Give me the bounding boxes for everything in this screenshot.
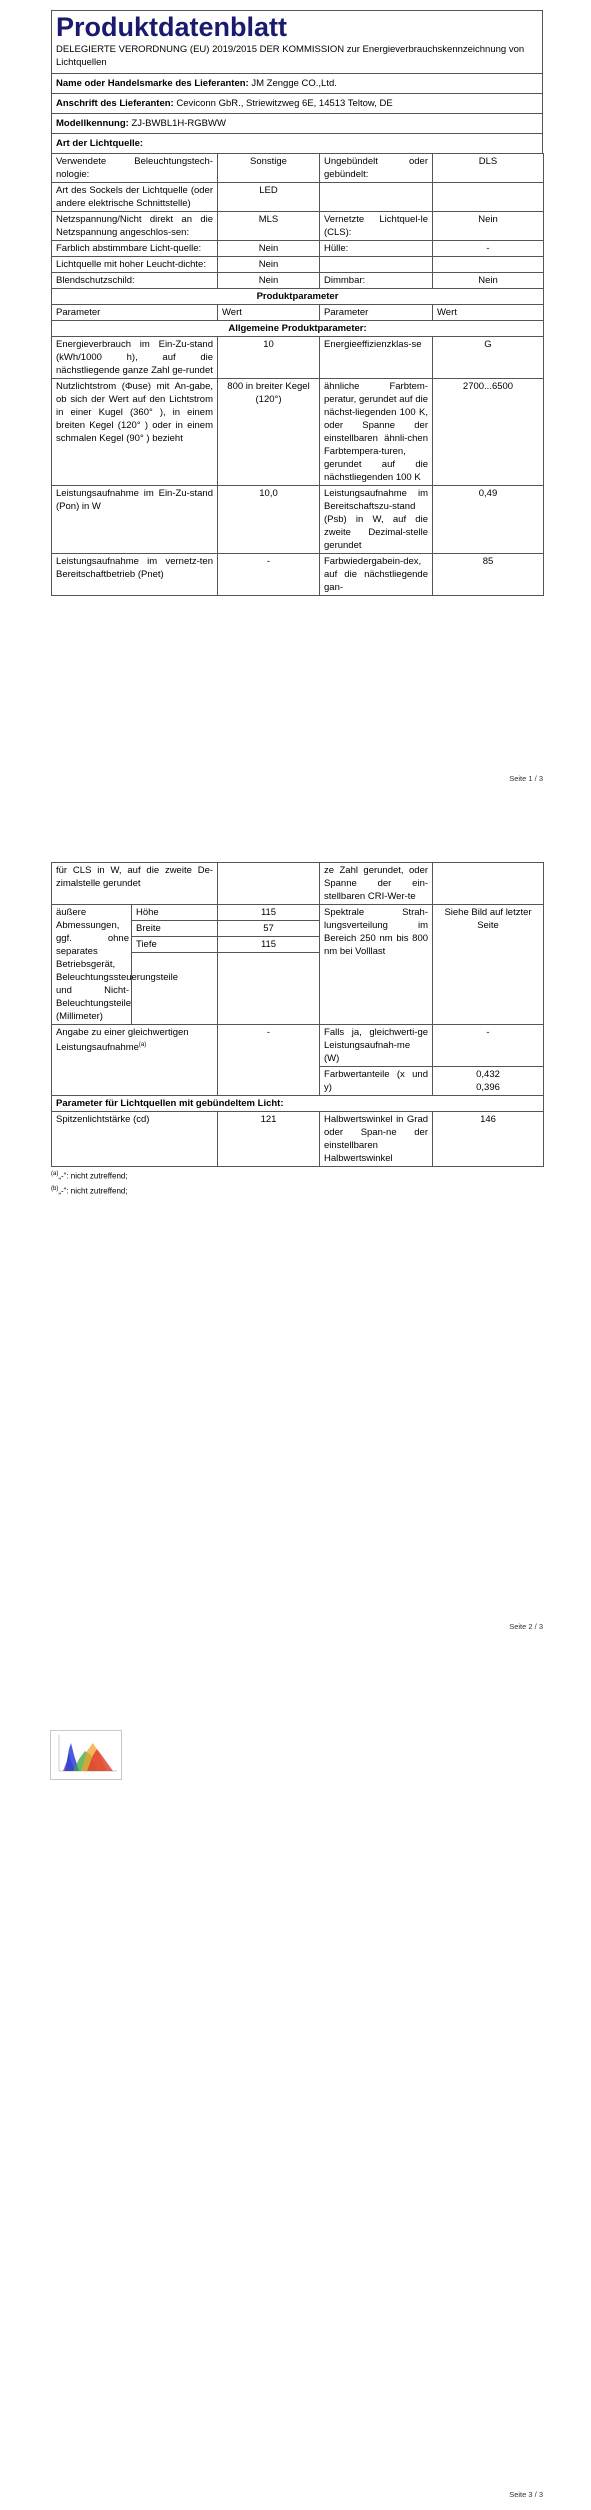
general-param-label-2: Leistungsaufnahme im Bereitschaftszu-stand (Psb) in W, auf die zweite Dezimal-stelle gerundet	[320, 486, 433, 554]
dim-value-1: 57	[218, 921, 320, 937]
col-header-parameter-2: Parameter	[320, 305, 433, 321]
type-param-value: Nein	[218, 241, 320, 257]
dimensions-label: äußere Abmessungen, ggf. ohne separates Betriebsgerät, Beleuchtungssteuerungsteile und Nicht-Beleuchtungsteile (Millimeter)	[52, 905, 132, 1025]
chromaticity-label: Farbwertanteile (x und y)	[320, 1067, 433, 1096]
supplier-label: Name oder Handelsmarke des Lieferanten:	[56, 78, 249, 89]
spectrum-chart-icon	[51, 1731, 121, 1779]
page-2	[0, 850, 591, 1630]
footnote-a-text: „-“: nicht zutreffend;	[58, 1171, 128, 1181]
general-param-value-2: 0,49	[433, 486, 544, 554]
general-param-label-2: Energieeffizienzklas-se	[320, 337, 433, 379]
address-row	[51, 93, 543, 113]
type-param-value: MLS	[218, 212, 320, 241]
equivalent-label	[52, 1025, 218, 1096]
footnote-a-mark: (a)	[51, 1171, 59, 1177]
general-param-row	[52, 554, 544, 596]
equivalent-footnote-ref: (a)	[138, 1042, 147, 1048]
type-param-value-2: Nein	[433, 212, 544, 241]
type-label: Art der Lichtquelle:	[56, 138, 144, 149]
general-param-label: Leistungsaufnahme im vernetz-ten Bereitschaftbetrieb (Pnet)	[52, 554, 218, 596]
datasheet-page-1	[51, 10, 543, 596]
general-param-label: Nutzlichtstrom (Φuse) mit An-gabe, ob sich der Wert auf den Lichtstrom in einer Kugel (360° ), in einem breiten Kegel (120° ) oder in einem schmalen Kegel (90° ) bezieht	[52, 379, 218, 486]
type-header-row	[51, 133, 543, 153]
chromaticity-value	[433, 1067, 544, 1096]
general-param-label: Energieverbrauch im Ein-Zu-stand (kWh/1000 h), auf die nächstliegende ganze Zahl ge-rundet	[52, 337, 218, 379]
footnote-a	[51, 1169, 543, 1182]
type-param-label-2: Dimmbar:	[320, 273, 433, 289]
type-table	[51, 153, 544, 596]
doc-subtitle: DELEGIERTE VERORDNUNG (EU) 2019/2015 DER KOMMISSION zur Energieverbrauchskennzeichnung von Lichtquellen	[56, 44, 525, 68]
spectral-label: Spektrale Strah-lungsverteilung im Bereich 250 nm bis 800 nm bei Volllast	[320, 905, 433, 1025]
beam-angle-value: 146	[433, 1112, 544, 1167]
peak-label: Spitzenlichtstärke (cd)	[52, 1112, 218, 1167]
page-number: Seite 1 / 3	[509, 774, 543, 783]
dim-name-0: Höhe	[132, 905, 218, 921]
type-param-value: Sonstige	[218, 154, 320, 183]
general-param-label: Leistungsaufnahme im Ein-Zu-stand (Pon) in W	[52, 486, 218, 554]
type-param-value: Nein	[218, 257, 320, 273]
page-number: Seite 2 / 3	[509, 1622, 543, 1631]
type-param-label-2	[320, 257, 433, 273]
model-row	[51, 113, 543, 133]
type-param-value-2: Nein	[433, 273, 544, 289]
general-param-value-2: 2700...6500	[433, 379, 544, 486]
general-param-label-2: Farbwiedergabein-dex, auf die nächstliegende gan-	[320, 554, 433, 596]
dim-name-2: Tiefe	[132, 937, 218, 953]
type-param-value-2	[433, 183, 544, 212]
spectral-value: Siehe Bild auf letzter Seite	[433, 905, 544, 1025]
type-param-value: LED	[218, 183, 320, 212]
type-param-label: Verwendete Beleuchtungstech-nologie:	[52, 154, 218, 183]
type-param-value-2: DLS	[433, 154, 544, 183]
type-row	[52, 212, 544, 241]
spectrum-image	[50, 1730, 122, 1780]
continued-row	[52, 863, 544, 905]
produktparameter-header: Produktparameter	[52, 289, 544, 305]
general-param-value: 800 in breiter Kegel (120°)	[218, 379, 320, 486]
general-param-value: 10	[218, 337, 320, 379]
type-row	[52, 183, 544, 212]
type-row	[52, 154, 544, 183]
type-param-value: Nein	[218, 273, 320, 289]
type-row	[52, 273, 544, 289]
footnote-b-text: „-“: nicht zutreffend;	[58, 1186, 128, 1196]
general-param-value-2: G	[433, 337, 544, 379]
general-param-value: 10,0	[218, 486, 320, 554]
page-number: Seite 3 / 3	[509, 2490, 543, 2499]
equivalent-label-text: Angabe zu einer gleichwertigen Leistungsaufnahme	[56, 1027, 189, 1054]
address-label: Anschrift des Lieferanten:	[56, 98, 174, 109]
type-param-label-2: Vernetzte Lichtquel-le (CLS):	[320, 212, 433, 241]
peak-value: 121	[218, 1112, 320, 1167]
supplier-value: JM Zengge CO.,Ltd.	[251, 78, 337, 89]
type-param-value-2: -	[433, 241, 544, 257]
type-param-label: Blendschutzschild:	[52, 273, 218, 289]
header-box	[51, 10, 543, 73]
footnote-b-mark: (b)	[51, 1185, 59, 1192]
general-param-value-2: 85	[433, 554, 544, 596]
dim-value-0: 115	[218, 905, 320, 921]
directional-header: Parameter für Lichtquellen mit gebündeltem Licht:	[52, 1096, 544, 1112]
type-param-label: Netzspannung/Nicht direkt an die Netzspannung angeschlos-sen:	[52, 212, 218, 241]
type-row	[52, 257, 544, 273]
column-header-row	[52, 305, 544, 321]
page-3	[0, 1690, 591, 2510]
type-param-label: Lichtquelle mit hoher Leucht-dichte:	[52, 257, 218, 273]
type-param-label-2	[320, 183, 433, 212]
datasheet-page-2	[51, 862, 543, 1196]
col-header-wert-2: Wert	[433, 305, 544, 321]
type-param-label: Farblich abstimmbare Licht-quelle:	[52, 241, 218, 257]
general-param-label-2: ähnliche Farbtem-peratur, gerundet auf die nächst-liegenden 100 K, oder Spanne der einstellbaren ähnli-chen Farbtempera-turen, gerundet auf die nächstliegenden 100 K	[320, 379, 433, 486]
type-param-value-2	[433, 257, 544, 273]
equivalent-power-row	[52, 1025, 544, 1067]
dim-name-1: Breite	[132, 921, 218, 937]
page-1	[0, 0, 591, 810]
general-param-row	[52, 379, 544, 486]
ifyes-label: Falls ja, gleichwerti-ge Leistungsaufnah-me (W)	[320, 1025, 433, 1067]
chromaticity-y: 0,396	[476, 1082, 500, 1093]
cri-label-cont: ze Zahl gerundet, oder Spanne der ein-stellbaren CRI-Wer-te	[320, 863, 433, 905]
footnote-b	[51, 1184, 543, 1197]
general-param-row	[52, 337, 544, 379]
type-param-label-2: Hülle:	[320, 241, 433, 257]
peak-intensity-row	[52, 1112, 544, 1167]
supplier-row	[51, 73, 543, 93]
model-label: Modellkennung:	[56, 118, 129, 129]
continued-table	[51, 862, 544, 1167]
col-header-parameter: Parameter	[52, 305, 218, 321]
type-row	[52, 241, 544, 257]
doc-title: Produktdatenblatt	[56, 12, 288, 42]
equivalent-value: -	[218, 1025, 320, 1096]
col-header-wert: Wert	[218, 305, 320, 321]
type-param-label: Art des Sockels der Lichtquelle (oder andere elektrische Schnittstelle)	[52, 183, 218, 212]
dimensions-row-height	[52, 905, 544, 921]
general-param-value: -	[218, 554, 320, 596]
ifyes-value: -	[433, 1025, 544, 1067]
type-param-label-2: Ungebündelt oder gebündelt:	[320, 154, 433, 183]
address-value: Ceviconn GbR., Striewitzweg 6E, 14513 Teltow, DE	[176, 98, 393, 109]
general-param-row	[52, 486, 544, 554]
beam-angle-label: Halbwertswinkel in Grad oder Span-ne der einstellbaren Halbwertswinkel	[320, 1112, 433, 1167]
dim-value-2: 115	[218, 937, 320, 953]
chromaticity-x: 0,432	[476, 1069, 500, 1080]
allgemeine-header: Allgemeine Produktparameter:	[52, 321, 544, 337]
model-value: ZJ-BWBL1H-RGBWW	[131, 118, 226, 129]
pnet-label-cont: für CLS in W, auf die zweite De-zimalstelle gerundet	[52, 863, 218, 905]
